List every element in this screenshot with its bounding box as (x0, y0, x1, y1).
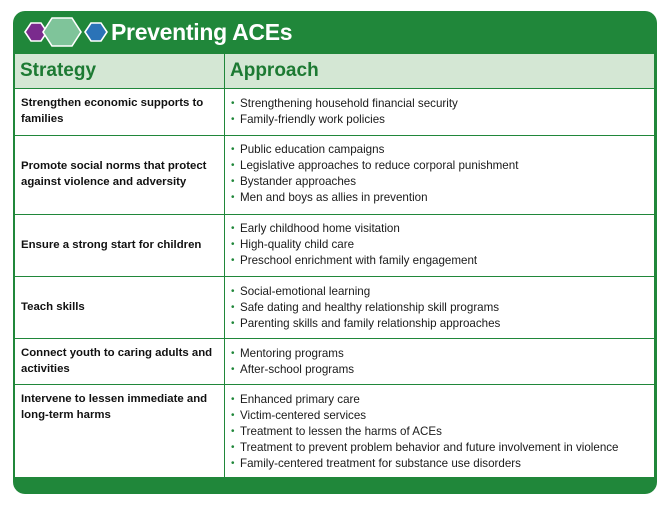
approach-item: • Treatment to lessen the harms of ACEs (231, 424, 619, 440)
table-row (15, 385, 654, 477)
strategy-cell: Teach skills (21, 301, 85, 313)
approach-list (231, 284, 500, 332)
approach-item: • Family-friendly work policies (231, 112, 458, 128)
strategy-cell: Promote social norms that protect against violence and adversity (21, 160, 207, 188)
header-strategy: Strategy (20, 60, 97, 81)
approach-list (231, 96, 458, 128)
approach-item: • Enhanced primary care (231, 392, 619, 408)
strategy-cell: Ensure a strong start for children (21, 239, 202, 251)
page-title: Preventing ACEs (111, 19, 293, 45)
approach-item: • Men and boys as allies in prevention (231, 190, 518, 206)
approach-item: • Early childhood home visitation (231, 221, 477, 237)
approach-item: • Legislative approaches to reduce corporal punishment (231, 158, 518, 174)
table-header (15, 54, 654, 89)
approach-item: • After-school programs (231, 362, 354, 378)
hexagon-logo-icon (23, 17, 115, 47)
approach-list (231, 142, 518, 206)
approach-item: • Social-emotional learning (231, 284, 500, 300)
table-row (15, 215, 654, 277)
table-row (15, 277, 654, 339)
header-approach: Approach (230, 60, 319, 81)
approach-item: • Preschool enrichment with family engagement (231, 253, 477, 269)
approach-list (231, 346, 354, 378)
green-hexagon-icon (43, 18, 81, 46)
approach-item: • Public education campaigns (231, 142, 518, 158)
table-row (15, 89, 654, 136)
column-divider (224, 54, 225, 477)
approach-item: • Treatment to prevent problem behavior and future involvement in violence (231, 440, 619, 456)
approach-item: • Safe dating and healthy relationship skill programs (231, 300, 500, 316)
strategy-cell: Intervene to lessen immediate and long-term harms (21, 393, 208, 421)
approach-item: • Parenting skills and family relationship approaches (231, 316, 500, 332)
approach-list (231, 392, 619, 472)
strategy-cell: Connect youth to caring adults and activities (21, 347, 213, 375)
table-row (15, 136, 654, 215)
table-row (15, 339, 654, 385)
approach-item: • Family-centered treatment for substance use disorders (231, 456, 619, 472)
approach-item: • Strengthening household financial security (231, 96, 458, 112)
strategy-cell: Strengthen economic supports to families (21, 97, 204, 125)
blue-hexagon-icon (85, 23, 107, 41)
approach-item: • Mentoring programs (231, 346, 354, 362)
strategy-table (15, 54, 654, 477)
approach-item: • Bystander approaches (231, 174, 518, 190)
approach-item: • Victim-centered services (231, 408, 619, 424)
title-bar (13, 11, 657, 53)
preventing-aces-card (13, 11, 657, 494)
approach-list (231, 221, 477, 269)
approach-item: • High-quality child care (231, 237, 477, 253)
